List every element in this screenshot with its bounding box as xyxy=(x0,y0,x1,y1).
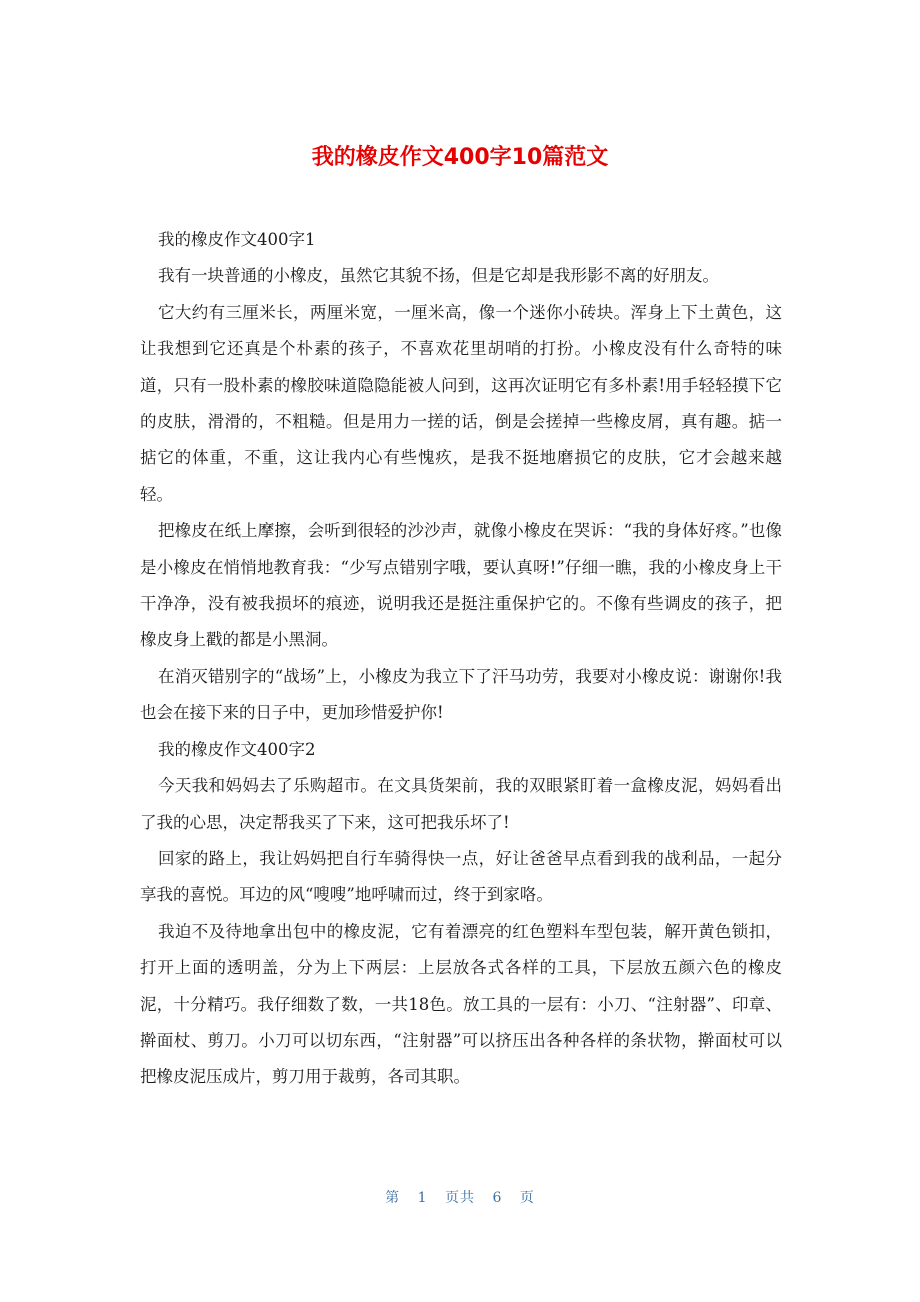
paragraph: 我迫不及待地拿出包中的橡皮泥，它有着漂亮的红色塑料车型包装，解开黄色锁扣，打开上面的透明盖，分为上下两层：上层放各式各样的工具，下层放五颜六色的橡皮泥，十分精巧。我仔细数了数，一共18色。放工具的一层有：小刀、“注射器”、印章、擀面杖、剪刀。小刀可以切东西，“注射器”可以挤压出各种各样的条状物，擀面杖可以把橡皮泥压成片，剪刀用于裁剪，各司其职。 xyxy=(140,921,782,1087)
document-body xyxy=(140,222,782,1096)
essay-heading-2: 我的橡皮作文400字2 xyxy=(158,739,316,759)
paragraph: 回家的路上，我让妈妈把自行车骑得快一点，好让爸爸早点看到我的战利品，一起分享我的喜悦。耳边的风“嗖嗖”地呼啸而过，终于到家咯。 xyxy=(140,848,782,905)
footer-middle: 页共 xyxy=(445,1190,475,1206)
footer-suffix: 页 xyxy=(519,1190,535,1206)
total-pages-number: 6 xyxy=(492,1190,503,1206)
current-page-number: 1 xyxy=(417,1190,428,1206)
document-title: 我的橡皮作文400字10篇范文 xyxy=(311,145,609,170)
paragraph: 把橡皮在纸上摩擦，会听到很轻的沙沙声，就像小橡皮在哭诉：“我的身体好疼。”也像是小橡皮在悄悄地教育我：“少写点错别字哦，要认真呀!”仔细一瞧，我的小橡皮身上干干净净，没有被我损坏的痕迹，说明我还是挺注重保护它的。不像有些调皮的孩子，把橡皮身上戳的都是小黑洞。 xyxy=(140,521,782,650)
paragraph: 我有一块普通的小橡皮，虽然它其貌不扬，但是它却是我形影不离的好朋友。 xyxy=(158,266,719,286)
page-number-footer xyxy=(0,1184,920,1212)
paragraph: 今天我和妈妈去了乐购超市。在文具货架前，我的双眼紧盯着一盒橡皮泥，妈妈看出了我的心思，决定帮我买了下来，这可把我乐坏了! xyxy=(140,776,782,832)
paragraph: 在消灭错别字的“战场”上，小橡皮为我立下了汗马功劳，我要对小橡皮说：谢谢你!我也会在接下来的日子中，更加珍惜爱护你! xyxy=(140,666,782,723)
paragraph: 它大约有三厘米长，两厘米宽，一厘米高，像一个迷你小砖块。浑身上下土黄色，这让我想到它还真是个朴素的孩子，不喜欢花里胡哨的打扮。小橡皮没有什么奇特的味道，只有一股朴素的橡胶味道隐隐能被人问到，这再次证明它有多朴素!用手轻轻摸下它的皮肤，滑滑的，不粗糙。但是用力一搓的话，倒是会搓掉一些橡皮屑，真有趣。掂一掂它的体重，不重，这让我内心有些愧疚，是我不挺地磨损它的皮肤，它才会越来越轻。 xyxy=(140,302,782,504)
footer-prefix: 第 xyxy=(385,1190,401,1206)
essay-heading-1: 我的橡皮作文400字1 xyxy=(158,230,316,249)
